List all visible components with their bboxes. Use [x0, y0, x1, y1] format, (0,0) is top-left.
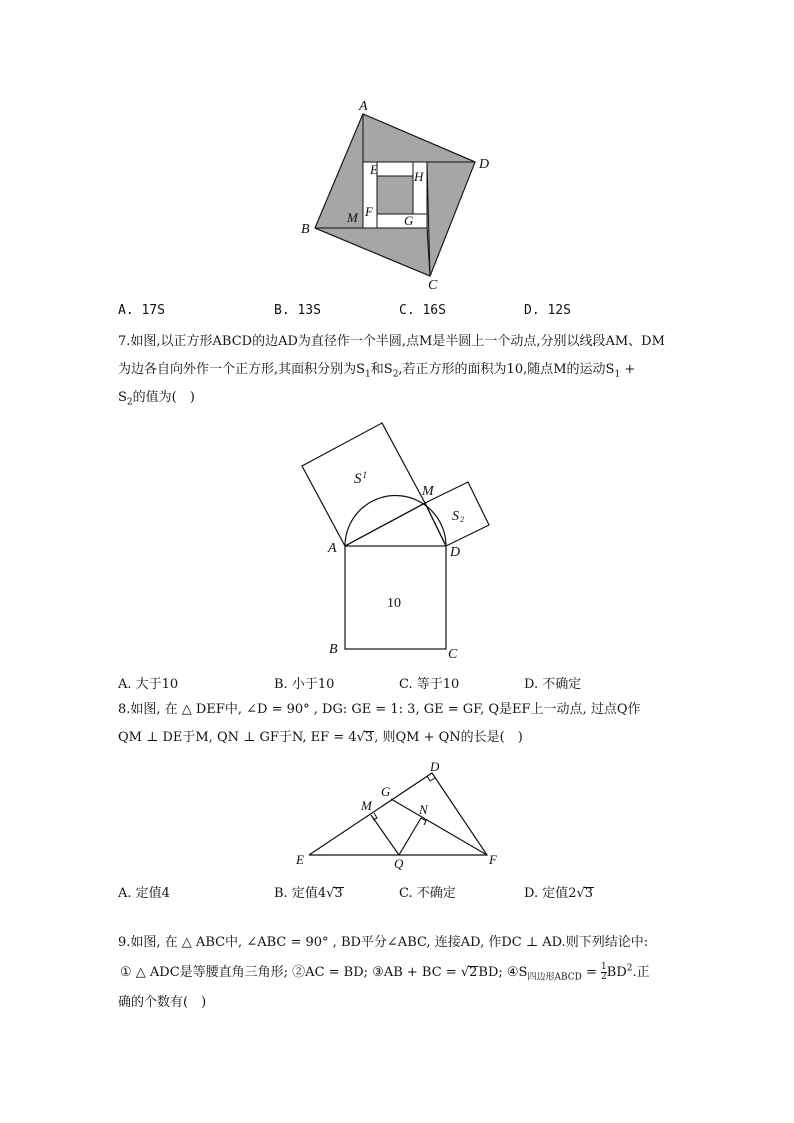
- segment-gf: [391, 799, 487, 855]
- flap-bottom: [315, 228, 430, 276]
- q7-line1: 7.如图,以正方形ABCD的边AD为直径作一个半圆,点M是半圆上一个动点,分别以线段AM、DM: [118, 334, 665, 349]
- triangle-def: [309, 773, 487, 855]
- figure-q8-triangle: [290, 758, 510, 873]
- label-G: G: [404, 213, 414, 228]
- q9-line2: ① △ ADC是等腰直角三角形; ②AC = BD; ③AB + BC = √2BD; $④S_{四边形ABCD}$ = $\frac{1}{2}$ $BD^2$.正: [120, 962, 650, 983]
- fraction-one-half: $\frac{1}{2}$: [601, 962, 607, 982]
- label-G: G: [381, 784, 391, 799]
- label-F: F: [365, 204, 373, 219]
- q9-line1: 9.如图, 在 △ ABC中, ∠ABC = 90° , BD平分∠ABC, 连接AD, 作DC ⊥ AD.则下列结论中:: [118, 935, 649, 950]
- q8-option-a[interactable]: A. 定值4: [118, 886, 170, 901]
- label-M: M: [361, 798, 372, 813]
- square-s1: [302, 423, 425, 546]
- label-M: M: [347, 210, 358, 225]
- label-N: N: [419, 802, 428, 817]
- question-7: [118, 328, 665, 412]
- q8-option-d[interactable]: D. 定值2√3: [524, 886, 594, 901]
- label-C: C: [448, 647, 458, 662]
- label-S1: $S^1$: [354, 470, 367, 487]
- q8-option-c[interactable]: C. 不确定: [399, 886, 456, 901]
- label-S2: S2: [452, 509, 464, 524]
- q7-line2: 为边各自向外作一个正方形,其面积分别为$S_1$和$S_2$,若正方形的面积为10,随点M的运动$S_1$ +: [118, 362, 636, 380]
- label-H: H: [414, 169, 424, 184]
- q7-option-a[interactable]: A. 大于10: [118, 677, 179, 692]
- flap-top: [363, 114, 475, 162]
- q6-option-a[interactable]: A. 17S: [118, 303, 165, 318]
- label-E: E: [296, 852, 304, 867]
- label-C: C: [428, 278, 438, 292]
- q9-line3: 确的个数有( ): [118, 995, 207, 1010]
- label-D: D: [450, 545, 461, 560]
- center-square: [377, 176, 413, 214]
- q6-option-c[interactable]: C. 16S: [399, 303, 446, 318]
- label-M: M: [422, 484, 434, 499]
- label-A: A: [328, 541, 337, 556]
- label-D: D: [430, 759, 440, 774]
- q7-line3: $S_2$的值为( ): [118, 390, 195, 408]
- q7-option-c[interactable]: C. 等于10: [399, 677, 460, 692]
- q8-line1: 8.如图, 在 △ DEF中, ∠D = 90° , DG: GE = 1: 3, GE = GF, Q是EF上一动点, 过点Q作: [118, 702, 641, 717]
- question-9: [118, 928, 650, 1018]
- figure-q7-semicircle-squares: [290, 415, 510, 665]
- label-A: A: [359, 99, 368, 114]
- q6-option-d[interactable]: D. 12S: [524, 303, 571, 318]
- label-B: B: [329, 642, 338, 657]
- label-B: B: [301, 222, 310, 237]
- figure-q6-squares: [290, 92, 510, 292]
- label-E: E: [370, 162, 378, 177]
- question-8: [118, 696, 640, 752]
- q6-option-b[interactable]: B. 13S: [274, 303, 321, 318]
- label-D: D: [479, 157, 490, 172]
- q7-option-b[interactable]: B. 小于10: [274, 677, 335, 692]
- q8-line2: QM ⊥ DE于M, QN ⊥ GF于N, EF = 4√3, 则QM + QN的长是( ): [118, 730, 523, 745]
- segment-qm: [371, 815, 399, 855]
- label-F: F: [489, 852, 497, 867]
- label-area-10: 10: [387, 596, 401, 611]
- segment-qn: [399, 818, 421, 855]
- flap-right: [427, 162, 475, 276]
- label-Q: Q: [394, 856, 404, 871]
- q8-option-b[interactable]: B. 定值4√3: [274, 886, 343, 901]
- q7-option-d[interactable]: D. 不确定: [524, 677, 582, 692]
